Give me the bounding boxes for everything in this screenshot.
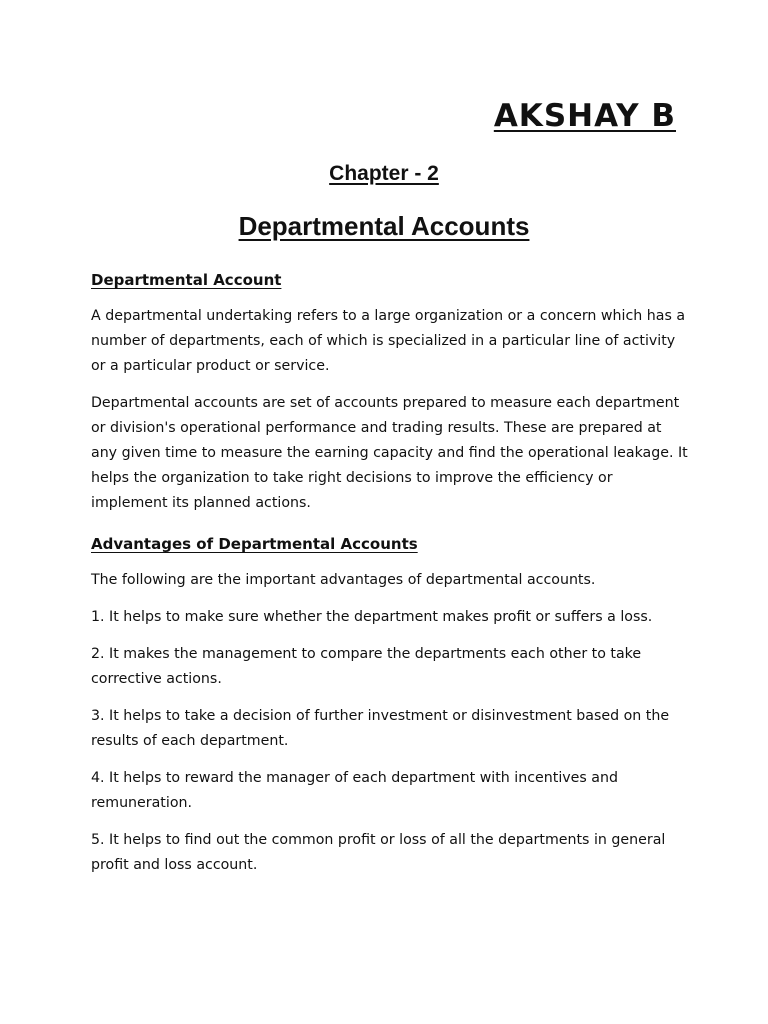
list-item: 2. It makes the management to compare the departments each other to take corrective actions. — [91, 646, 642, 687]
author-name: AKSHAY B — [493, 98, 676, 134]
section-heading-departmental-account: Departmental Account — [91, 271, 282, 289]
document-body — [91, 268, 691, 890]
list-item: 3. It helps to take a decision of further investment or disinvestment based on the results of each department. — [91, 708, 670, 749]
paragraph-purpose: Departmental accounts are set of accounts prepared to measure each department or division's operational performance and trading results. These are prepared at any given time to measure the earning capacity and find the operational leakage. It helps the organization to take right decisions to improve the efficiency or implement its planned actions. — [91, 395, 688, 511]
page-title: Departmental Accounts — [238, 211, 530, 241]
list-item: 1. It helps to make sure whether the department makes profit or suffers a loss. — [91, 609, 653, 625]
paragraph-definition: A departmental undertaking refers to a large organization or a concern which has a number of departments, each of which is specialized in a particular line of activity or a particular product or service. — [91, 308, 686, 374]
advantages-list — [91, 605, 691, 878]
paragraph-advantages-intro: The following are the important advantages of departmental accounts. — [91, 572, 596, 588]
list-item: 5. It helps to find out the common profit or loss of all the departments in general profit and loss account. — [91, 832, 666, 873]
list-item: 4. It helps to reward the manager of each department with incentives and remuneration. — [91, 770, 618, 811]
chapter-label: Chapter - 2 — [329, 162, 439, 185]
section-heading-advantages: Advantages of Departmental Accounts — [91, 535, 418, 553]
